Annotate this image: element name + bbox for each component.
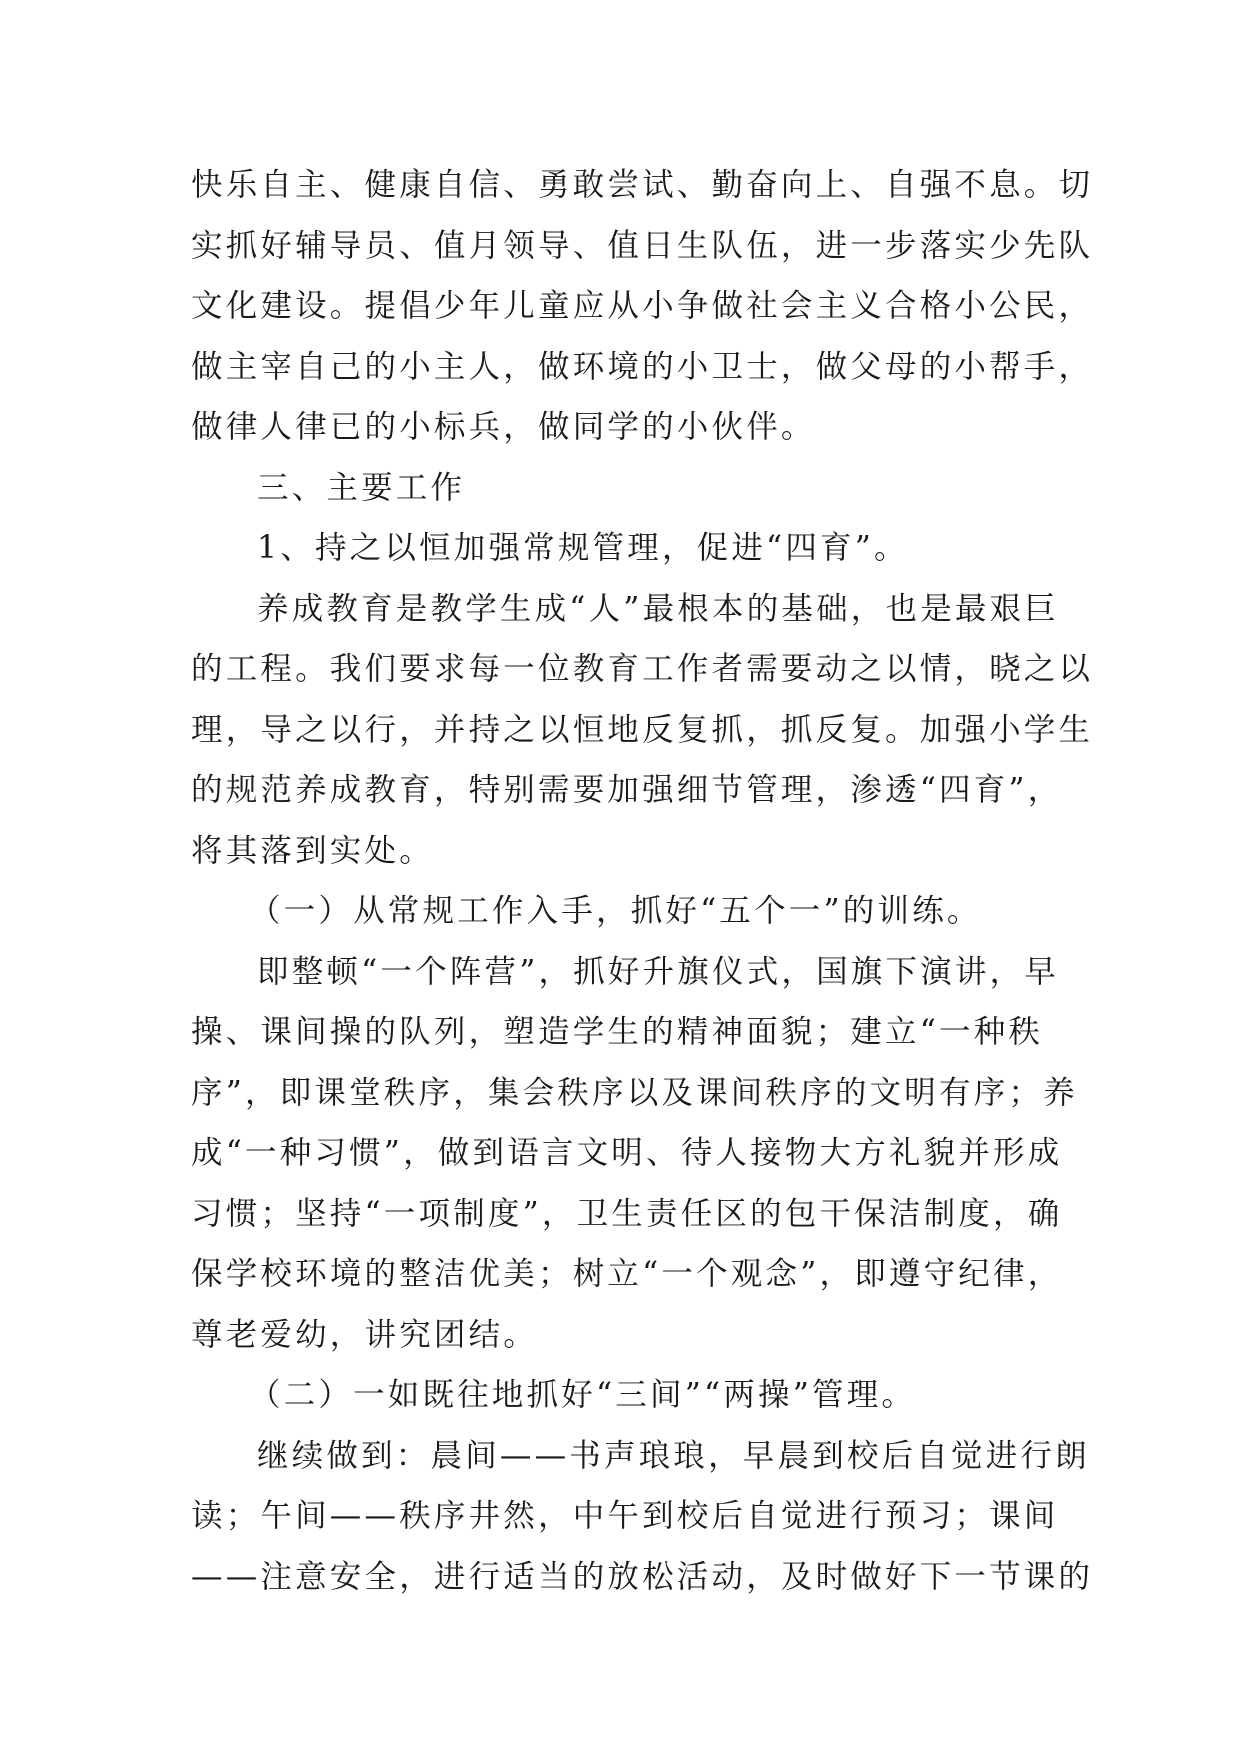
- text-line: 养成教育是教学生成“人”最根本的基础，也是最艰巨: [257, 590, 1060, 627]
- item-heading: （一）从常规工作入手，抓好“五个一”的训练。: [249, 893, 982, 929]
- text-line: 理，导之以行，并持之以恒地反复抓，抓反复。加强小学生: [191, 711, 1094, 748]
- text-line: 做主宰自己的小主人，做环境的小卫士，做父母的小帮手，: [191, 348, 1094, 385]
- text-line: 成“一种习惯”，做到语言文明、待人接物大方礼貌并形成: [191, 1135, 1063, 1171]
- text-line: 继续做到：晨间——书声琅琅，早晨到校后自觉进行朗: [257, 1437, 1090, 1474]
- text-line: 的工程。我们要求每一位教育工作者需要动之以情，晓之以: [191, 651, 1094, 687]
- text-line: 快乐自主、健康自信、勇敢尝试、勤奋向上、自强不息。切: [191, 167, 1094, 203]
- text-line: 即整顿“一个阵营”，抓好升旗仪式，国旗下演讲，早: [257, 953, 1060, 990]
- text-line: 尊老爱幼，讲究团结。: [191, 1316, 539, 1353]
- text-line: 做律人律已的小标兵，做同学的小伙伴。: [191, 409, 816, 445]
- item-heading: （二）一如既往地抓好“三间”“两操”管理。: [249, 1377, 917, 1413]
- text-line: ——注意安全，进行适当的放松活动，及时做好下一节课的: [191, 1558, 1094, 1595]
- document-body: [191, 155, 1094, 1607]
- text-line: 操、课间操的队列，塑造学生的精神面貌；建立“一种秩: [191, 1014, 1044, 1050]
- text-line: 习惯；坚持“一项制度”，卫生责任区的包干保洁制度，确: [191, 1195, 1063, 1232]
- text-line: 文化建设。提倡少年儿童应从小争做社会主义合格小公民，: [191, 288, 1094, 324]
- text-line: 序”，即课堂秩序，集会秩序以及课间秩序的文明有序；养: [191, 1074, 1078, 1111]
- text-line: 将其落到实处。: [191, 832, 434, 869]
- text-line: 保学校环境的整洁优美；树立“一个观念”，即遵守纪律，: [191, 1256, 1063, 1292]
- text-line: 读；午间——秩序井然，中午到校后自觉进行预习；课间: [191, 1498, 1059, 1534]
- text-line: 实抓好辅导员、值月领导、值日生队伍，进一步落实少先队: [191, 227, 1094, 264]
- text-line: 的规范养成教育，特别需要加强细节管理，渗透“四育”，: [191, 772, 1063, 808]
- section-heading: 三、主要工作: [257, 469, 466, 506]
- subsection-heading: 1、持之以恒加强常规管理，促进“四育”。: [257, 530, 909, 566]
